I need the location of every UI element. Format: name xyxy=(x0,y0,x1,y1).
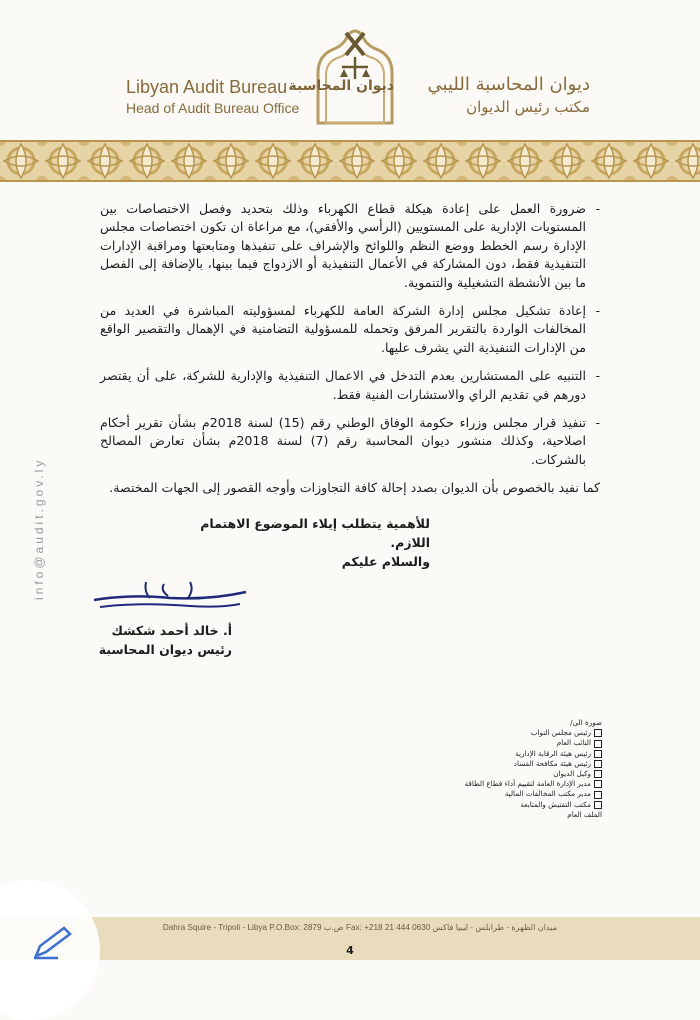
checkbox-icon xyxy=(594,791,602,799)
cc-item: مدير مكتب المخالفات المالية xyxy=(462,789,602,799)
copy-to-title: صورة الى/ xyxy=(570,718,602,727)
signature xyxy=(90,580,250,616)
cc-item: رئيس مجلس النواب xyxy=(462,728,602,738)
recommendation-1: - ضرورة العمل على إعادة هيكلة قطاع الكهرباء وذلك بتحديد وفصل الاختصاصات بين المستويات الإدارية على المستويين (الرأسي والأفقي)، مع مراعاة ان تكون اختصاصات مجلس الإدارة رسم الخطط ووضع النظم واللوائح والإشراف على تنفيذها ومتابعتها ومراقبة الإدارات التنفيذية فقط، دون المشاركة في الأعمال التنفيذية أو الازدواج فيما بينها، بالإضافة إلى الفصل ما بين الأنشطة التشغيلية والتنموية. xyxy=(100,200,600,292)
pencil-icon xyxy=(28,926,76,960)
logo-text: ديوان المحاسبة xyxy=(288,78,394,94)
cc-item: مكتب التفتيش والمتابعة xyxy=(462,800,602,810)
signer-name: أ. خالد أحمد شكشك xyxy=(111,623,232,638)
cc-item: رئيس هيئة الرقابة الإدارية xyxy=(462,749,602,759)
ornamental-band xyxy=(0,140,700,182)
checkbox-icon xyxy=(594,770,602,778)
recommendation-2: - إعادة تشكيل مجلس إدارة الشركة العامة للكهرباء لمسؤوليته المباشرة في العديد من المخالفات الواردة بالتقرير المرفق وتحمله للمسؤولية التضامنية في الإهمال والتقصير الواقع من الإدارات التنفيذية التي يشرف عليها. xyxy=(100,302,600,357)
checkbox-icon xyxy=(594,801,602,809)
recommendation-4: - تنفيذ قرار مجلس وزراء حكومة الوفاق الوطني رقم (15) لسنة 2018م بشأن تقرير أحكام اصلاحية، وكذلك منشور ديوان المحاسبة رقم (7) لسنة 2018م بشأن تعارض المصالح بالشركات. xyxy=(100,414,600,469)
header-arabic xyxy=(400,73,590,117)
signer-title: رئيس ديوان المحاسبة xyxy=(98,642,232,657)
checkbox-icon xyxy=(594,760,602,768)
cc-item: مدير الإدارة العامة لتقييم أداء قطاع الطاقة xyxy=(462,779,602,789)
footer-address: Dahra Squire - Tripoli - Libya P.O.Box: 2879 ص.ب Fax: +218 21 444 0630 ميدان الظهرة - طرابلس - ليبيا فاكس xyxy=(162,923,558,932)
copy-to-list xyxy=(462,718,602,820)
office-name-ar: مكتب رئيس الديوان xyxy=(466,98,590,116)
checkbox-icon xyxy=(594,780,602,788)
closing-paragraph: كما نفيد بالخصوص بأن الديوان بصدد إحالة كافة التجاوزات وأوجه القصور إلى الجهات المختصة. xyxy=(109,480,600,496)
closing-line-1: للأهمية يتطلب إيلاء الموضوع الاهتمام اللازم. xyxy=(200,516,430,550)
cc-item: رئيس هيئة مكافحة الفساد xyxy=(462,759,602,769)
checkbox-icon xyxy=(594,729,602,737)
recommendation-3: - التنبيه على المستشارين بعدم التدخل في الاعمال التنفيذية والإدارية للشركة، على أن يقتصر دورهم في تقديم الراي والاستشارات الفنية فقط. xyxy=(100,367,600,404)
letter-body xyxy=(100,200,600,498)
audit-bureau-logo xyxy=(288,25,400,125)
signer-block xyxy=(92,621,232,659)
org-name-en: Libyan Audit Bureau xyxy=(126,77,288,97)
cc-item: وكيل الديوان xyxy=(462,769,602,779)
checkbox-icon xyxy=(594,750,602,758)
org-name-ar: ديوان المحاسبة الليبي xyxy=(427,74,590,95)
side-email: info@audit.gov.ly xyxy=(32,457,46,600)
cc-item: النائب العام xyxy=(462,738,602,748)
closing-line-2: والسلام عليكم xyxy=(341,554,430,569)
office-name-en: Head of Audit Bureau Office xyxy=(126,100,300,116)
cc-last: الملف العام xyxy=(567,809,602,819)
closing-lines xyxy=(200,514,430,571)
checkbox-icon xyxy=(594,740,602,748)
page-number: 4 xyxy=(346,944,354,957)
